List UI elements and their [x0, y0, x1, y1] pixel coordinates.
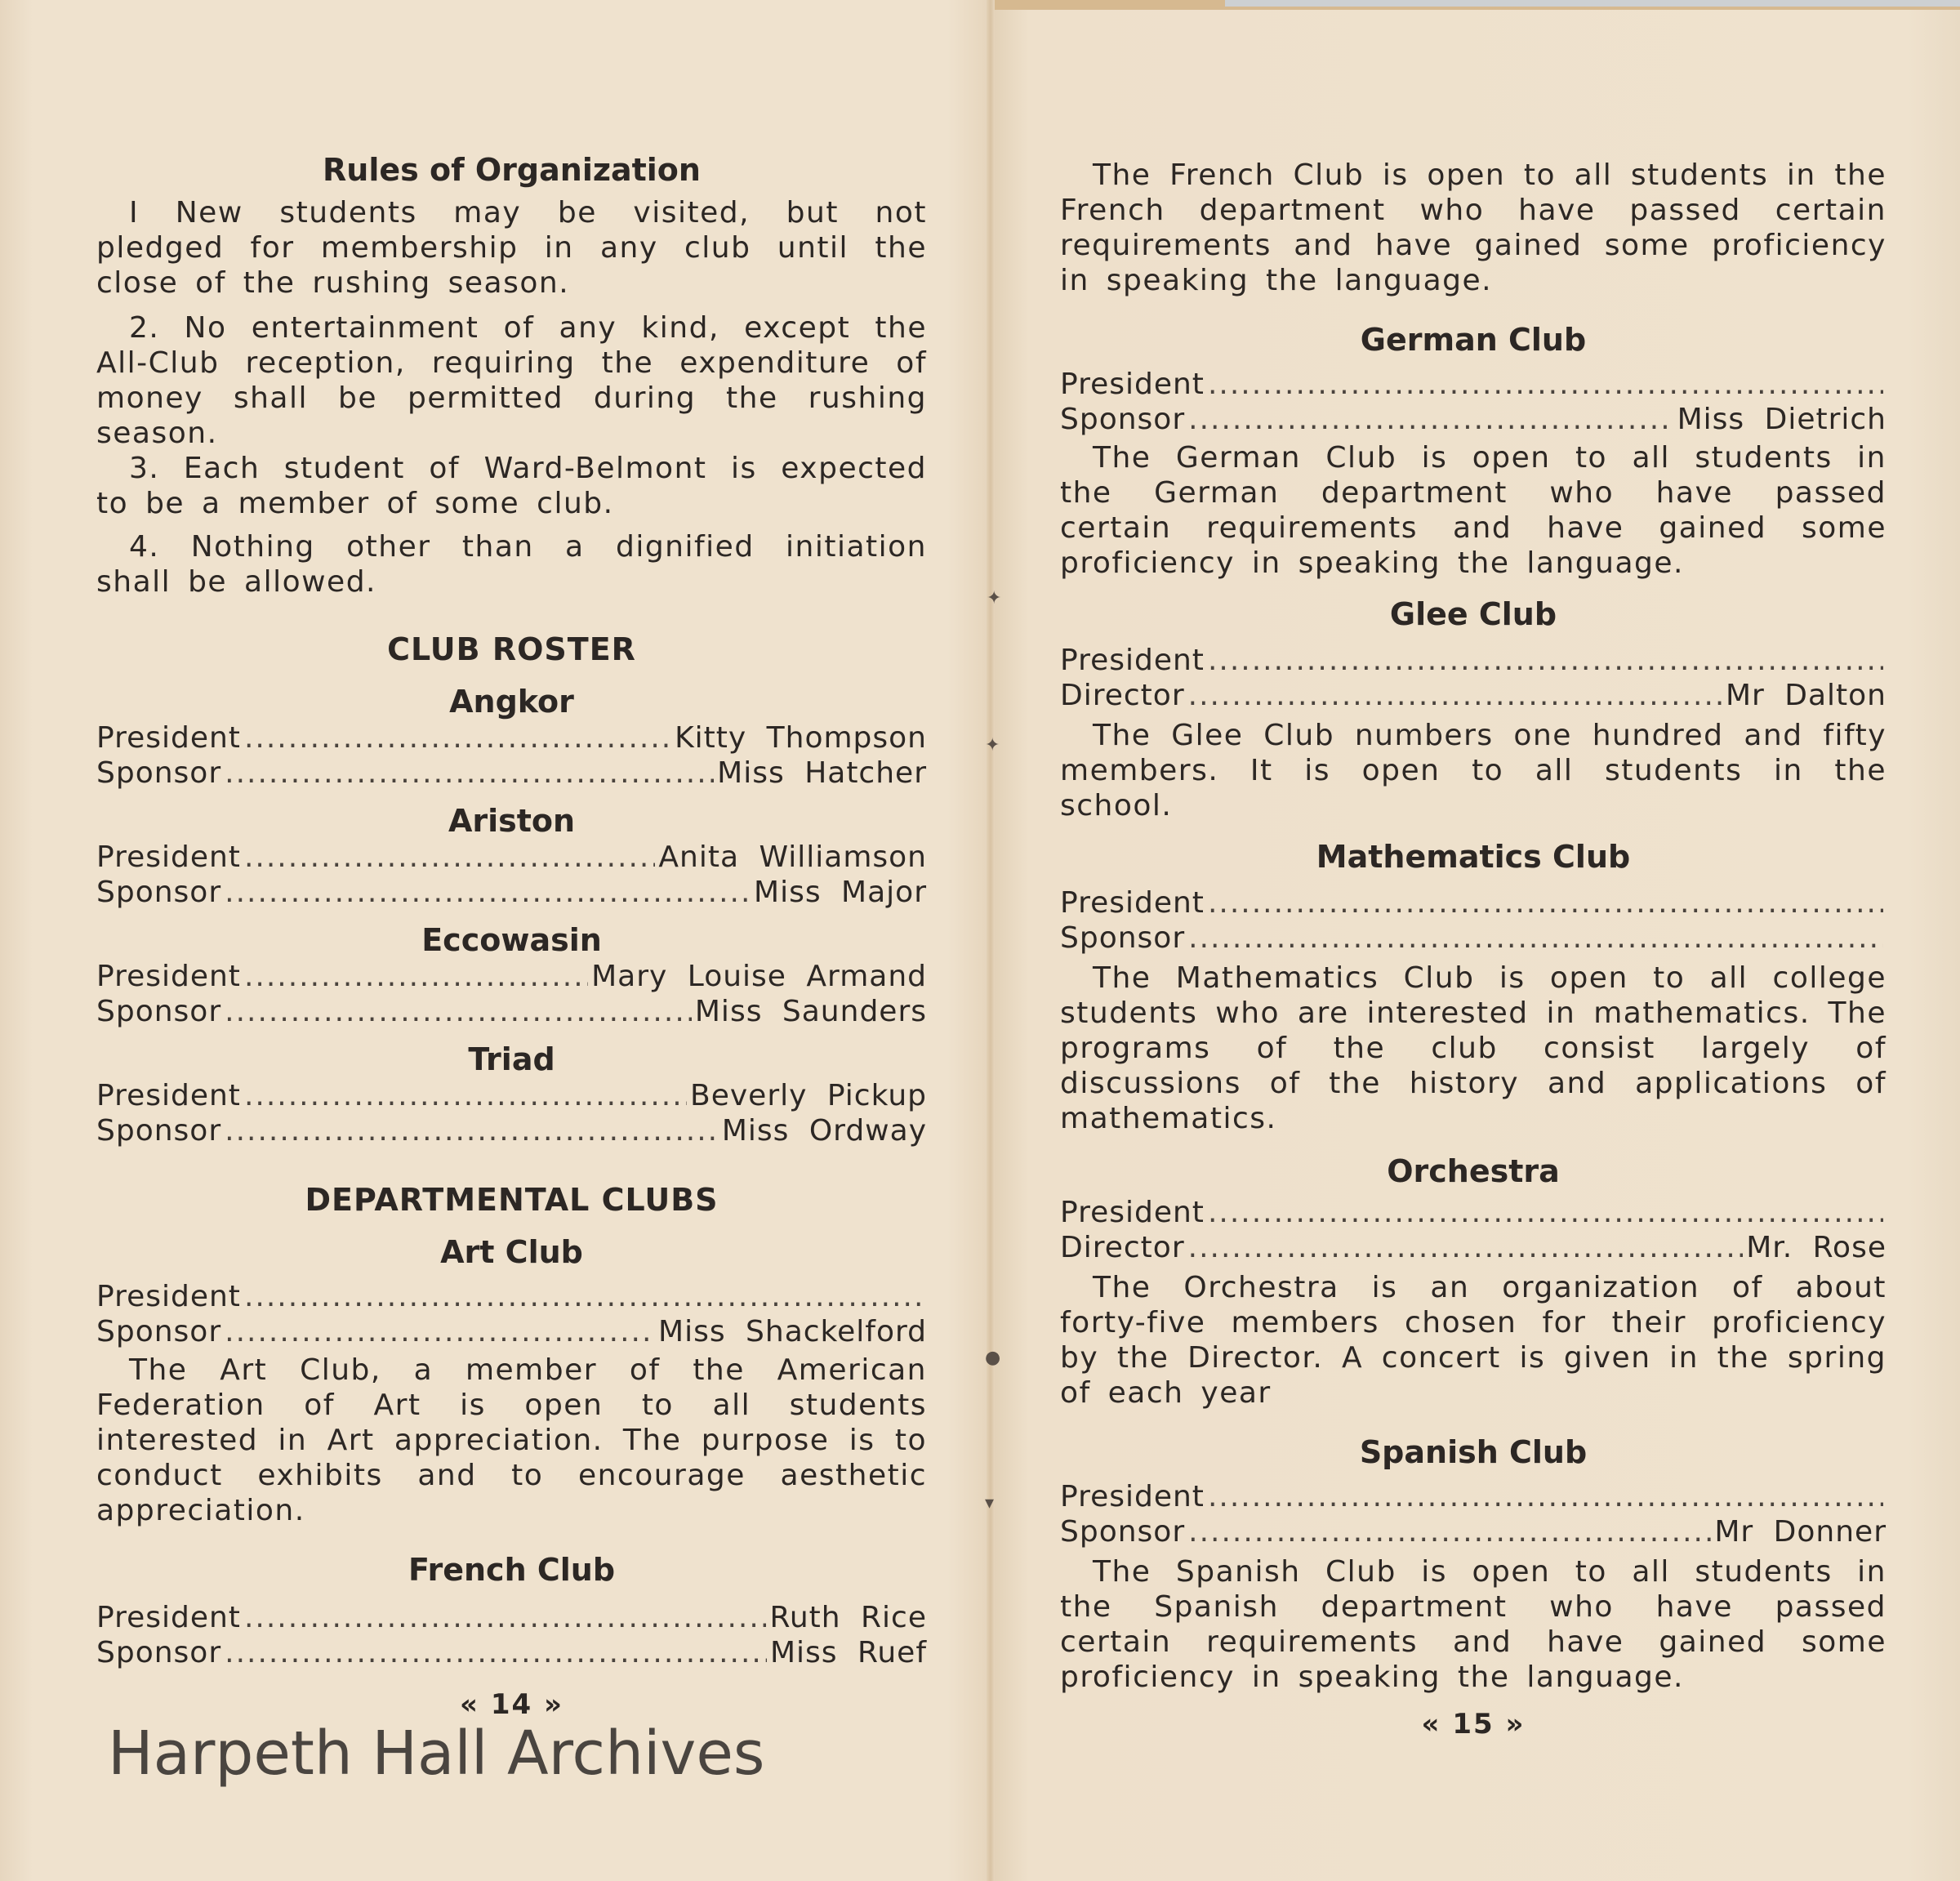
officer-row: President ..... Kitty Thompson	[96, 720, 927, 756]
rule-3: 3. Each student of Ward-Belmont is expected to be a member of some club.	[96, 452, 927, 520]
rule-1: I New students may be visited, but not pledged for membership in any club until the close of the rushing season.	[96, 196, 927, 300]
officer-row: Director ..... Mr. Rose	[1060, 1230, 1886, 1265]
officer-row: Sponsor ..... Miss Ruef	[96, 1635, 927, 1670]
officer-row: President ..... Anita Williamson	[96, 840, 927, 875]
binding-mark: ✦	[987, 588, 1002, 608]
club-name-ariston: Ariston	[448, 803, 576, 839]
club-name-mathematics: Mathematics Club	[1316, 839, 1631, 875]
rule-4: 4. Nothing other than a dignified initiation shall be allowed.	[96, 530, 927, 599]
club-name-triad: Triad	[468, 1041, 555, 1077]
club-name-french: French Club	[408, 1552, 616, 1588]
orchestra-description: The Orchestra is an organization of about forty-five members chosen for their proficiency by the Director. A concert is given in the spring of each year	[1060, 1271, 1886, 1410]
officer-row: Sponsor ..... Miss Shackelford	[96, 1314, 927, 1349]
officer-row: President ..... Ruth Rice	[96, 1600, 927, 1635]
officer-row: Sponsor .....	[1060, 920, 1886, 956]
club-roster-title: CLUB ROSTER	[387, 631, 636, 667]
french-club-description: The French Club is open to all students in the French department who have passed certain requirements and have gained some proficiency in speaking the language.	[1060, 158, 1886, 297]
officer-row: President .....	[1060, 1195, 1886, 1230]
officer-row: President .....	[1060, 367, 1886, 402]
club-name-art: Art Club	[440, 1234, 583, 1270]
club-name-eccowasin: Eccowasin	[421, 922, 602, 958]
glee-club-description: The Glee Club numbers one hundred and fifty members. It is open to all students in the school.	[1060, 719, 1886, 822]
officer-row: Sponsor ..... Miss Major	[96, 875, 927, 910]
officer-row: Sponsor ..... Miss Hatcher	[96, 756, 927, 791]
rules-title: Rules of Organization	[323, 152, 701, 188]
background-edge-strip	[1225, 0, 1960, 7]
page-number: « 14 »	[460, 1688, 564, 1721]
mathematics-club-description: The Mathematics Club is open to all college students who are interested in mathematics. The programs of the club consist largely of discussions of the history and applications of mathematics.	[1060, 961, 1886, 1135]
club-name-spanish: Spanish Club	[1359, 1434, 1588, 1470]
officer-row: Sponsor ..... Miss Dietrich	[1060, 402, 1886, 437]
club-name-orchestra: Orchestra	[1387, 1153, 1560, 1189]
officer-row: President .....	[1060, 1479, 1886, 1514]
binding-mark: ✦	[985, 735, 1000, 756]
spanish-club-description: The Spanish Club is open to all students in the Spanish department who have passed certain requirements and have gained some proficiency in speaking the language.	[1060, 1555, 1886, 1694]
archive-watermark: Harpeth Hall Archives	[108, 1718, 765, 1789]
club-name-german: German Club	[1360, 322, 1587, 358]
rule-2: 2. No entertainment of any kind, except the All-Club reception, requiring the expenditure of money shall be permitted during the rushing season.	[96, 311, 927, 450]
officer-row: President .....	[1060, 885, 1886, 920]
art-club-description: The Art Club, a member of the American Federation of Art is open to all students interested in Art appreciation. The purpose is to conduct exhibits and to encourage aesthetic appreciation.	[96, 1353, 927, 1527]
officer-row: President .....	[1060, 643, 1886, 678]
officer-row: Sponsor ..... Mr Donner	[1060, 1514, 1886, 1549]
officer-row: Sponsor ..... Miss Saunders	[96, 994, 927, 1029]
officer-row: President ..... Mary Louise Armand	[96, 959, 927, 994]
officer-row: President .....	[96, 1279, 927, 1314]
book-gutter	[987, 0, 995, 1881]
german-club-description: The German Club is open to all students in the German department who have passed certain requirements and have gained some proficiency in speaking the language.	[1060, 441, 1886, 580]
page-number: « 15 »	[1421, 1708, 1526, 1741]
club-name-glee: Glee Club	[1389, 596, 1557, 632]
page-15-content	[1060, 158, 1886, 1741]
binding-mark: ▾	[985, 1493, 995, 1513]
club-name-angkor: Angkor	[449, 684, 574, 720]
binding-mark: ●	[985, 1348, 1001, 1368]
officer-row: President ..... Beverly Pickup	[96, 1078, 927, 1113]
page-14-content	[96, 151, 927, 1721]
officer-row: Sponsor ..... Miss Ordway	[96, 1113, 927, 1148]
officer-row: Director ..... Mr Dalton	[1060, 678, 1886, 713]
departmental-clubs-title: DEPARTMENTAL CLUBS	[305, 1182, 719, 1218]
